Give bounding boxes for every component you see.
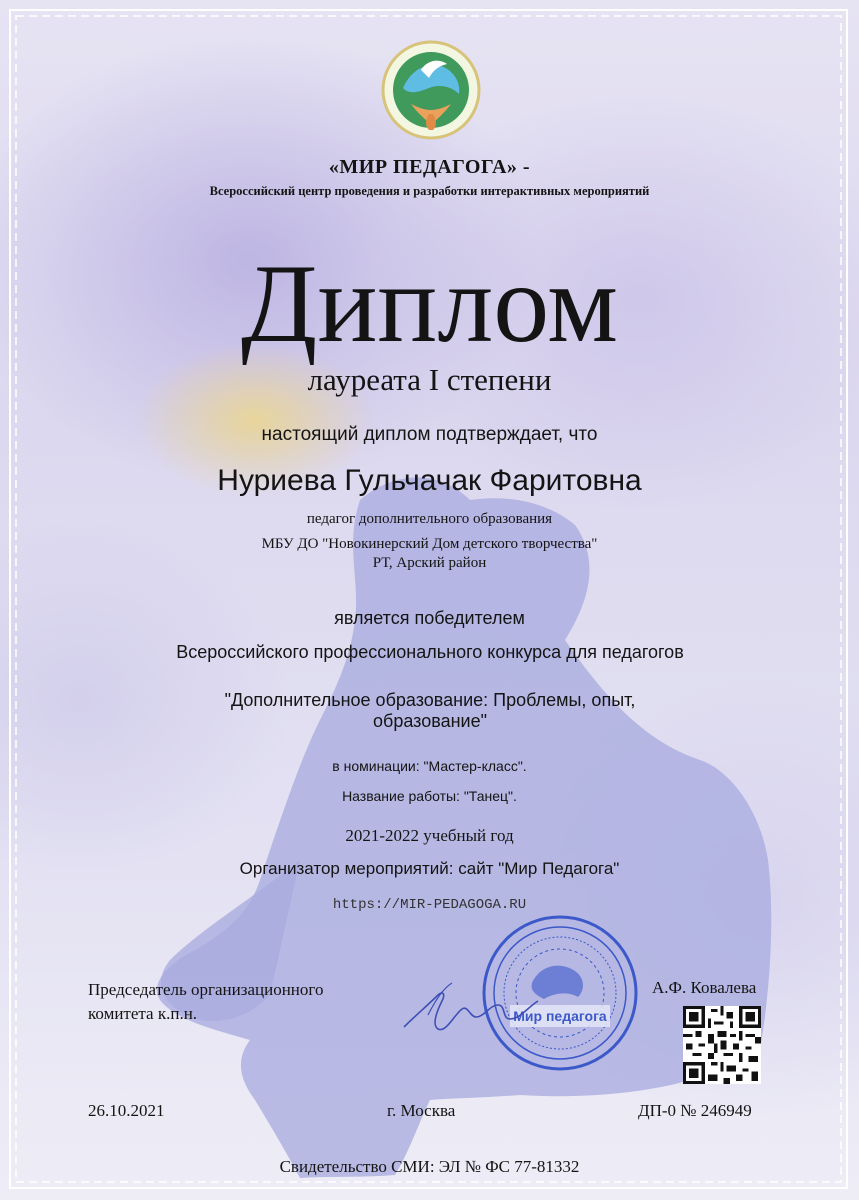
recipient-region: РТ, Арский район [372,555,487,571]
recipient-position: педагог дополнительного образования [306,511,553,527]
qr-code [683,1006,761,1084]
chair-title [88,978,323,1026]
academic-year: 2021-2022 учебный год [345,826,514,845]
signature-icon [398,975,558,1045]
website-url: https://MIR-PEDAGOGA.RU [332,897,527,913]
stamp-text: Мир педагога [513,1008,607,1024]
work-title: Название работы: "Танец". [342,788,517,804]
recipient-name: Нуриева Гульчачак Фаритовна [217,464,642,497]
diploma-subtitle: лауреата I степени [307,362,552,397]
diploma-title: Диплом [241,242,618,366]
nomination: в номинации: "Мастер-класс". [332,758,527,774]
confirm-text: настоящий диплом подтверждает, что [261,424,598,445]
contest-name: Всероссийского профессионального конкурса для педагогов [176,642,684,662]
chair-name: А.Ф. Ковалева [652,978,757,997]
media-certificate: Свидетельство СМИ: ЭЛ № ФС 77-81332 [279,1157,580,1176]
chair-title-line2: комитета к.п.н. [88,1004,198,1023]
logo-icon [381,40,481,140]
org-name: «МИР ПЕДАГОГА» - [328,156,531,178]
org-description: Всероссийский центр проведения и разработки интерактивных мероприятий [209,184,650,198]
organizer: Организатор мероприятий: сайт "Мир Педагога" [239,859,620,878]
recipient-institution: МБУ ДО "Новокинерский Дом детского творчества" [261,536,598,552]
issue-date: 26.10.2021 [88,1101,165,1120]
contest-title: "Дополнительное образование: Проблемы, опыт, образование" [224,690,636,731]
diploma-number: ДП-0 № 246949 [638,1101,752,1120]
chair-title-line1: Председатель организационного [88,980,324,999]
winner-status: является победителем [334,608,525,628]
issue-city: г. Москва [387,1101,456,1120]
